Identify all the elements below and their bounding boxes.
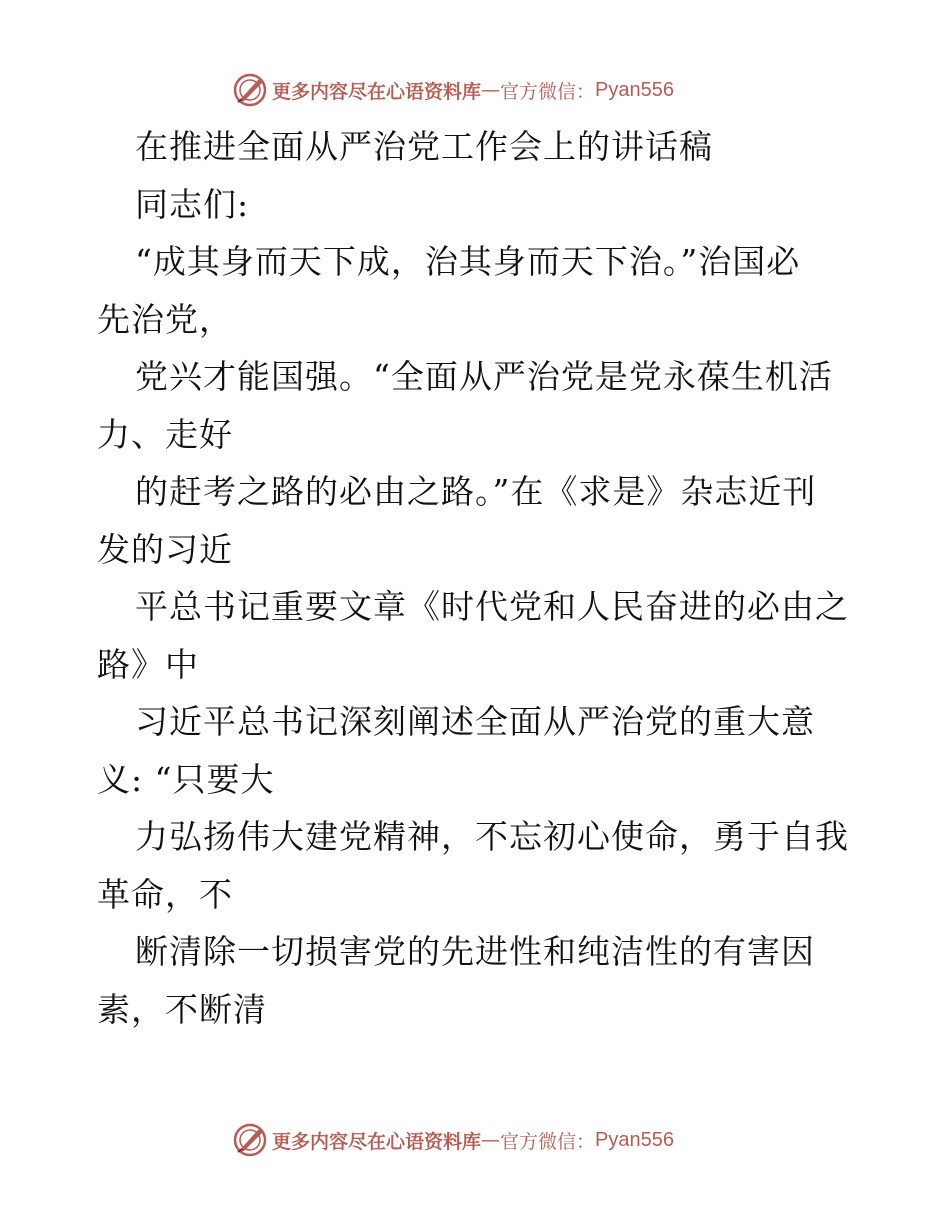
quill-logo-icon [232, 72, 268, 108]
doc-line: 习近平总书记深刻阐述全面从严治党的重大意 [135, 702, 815, 741]
doc-line: 先治党， [97, 299, 233, 339]
doc-line: 断清除一切损害党的先进性和纯洁性的有害因 [135, 932, 815, 971]
doc-line: 发的习近 [97, 529, 233, 569]
banner-wechat-label: 官方微信： [500, 1130, 596, 1153]
doc-title: 在推进全面从严治党工作会上的讲话稿 [135, 127, 713, 166]
banner-dash: — [481, 1129, 501, 1151]
doc-line: 力、走好 [97, 414, 233, 454]
banner-wechat-id: Pyan556 [595, 1128, 674, 1151]
footer-banner [232, 1122, 674, 1158]
doc-line: 党兴才能国强。“全面从严治党是党永葆生机活 [135, 357, 833, 396]
banner-wechat-label: 官方微信： [500, 80, 596, 103]
doc-line: 义: “只要大 [97, 759, 275, 799]
quill-logo-icon [232, 1122, 268, 1158]
doc-line: 素，不断清 [97, 989, 267, 1029]
banner-title: 更多内容尽在心语资料库 [272, 80, 482, 103]
doc-line: 路》中 [97, 644, 199, 684]
doc-line: 革命，不 [97, 874, 233, 914]
banner-title: 更多内容尽在心语资料库 [272, 1130, 482, 1153]
doc-line: 的赶考之路的必由之路。”在《求是》杂志近刊 [135, 472, 817, 511]
header-banner [232, 72, 674, 108]
doc-line: 平总书记重要文章《时代党和人民奋进的必由之 [135, 587, 849, 626]
document-body [97, 118, 857, 1038]
doc-salutation: 同志们: [135, 184, 250, 224]
banner-wechat-id: Pyan556 [595, 78, 674, 101]
doc-line: 力弘扬伟大建党精神，不忘初心使命，勇于自我 [135, 817, 849, 856]
doc-line: “成其身而天下成，治其身而天下治。”治国必 [135, 242, 801, 281]
banner-dash: — [481, 79, 501, 101]
